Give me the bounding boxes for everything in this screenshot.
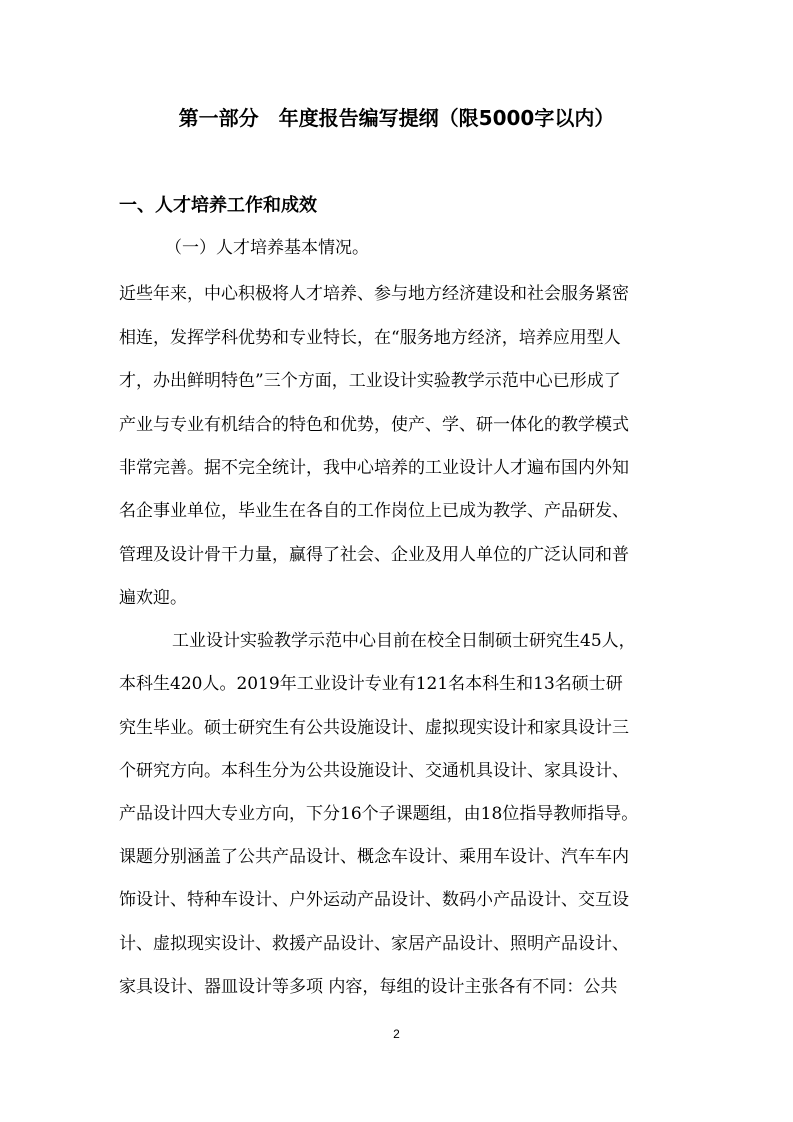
paragraph-line: 遍欢迎。 bbox=[119, 588, 187, 608]
paragraph-line: 究生毕业。硕士研究生有公共设施设计、虚拟现实设计和家具设计三 bbox=[119, 718, 629, 738]
paragraph-line: 非常完善。据不完全统计，我中心培养的工业设计人才遍布国内外知 bbox=[119, 458, 629, 478]
paragraph-line: 产品设计四大专业方向，下分16个子课题组，由18位指导教师指导。 bbox=[119, 804, 639, 824]
paragraph-line: 课题分别涵盖了公共产品设计、概念车设计、乘用车设计、汽车车内 bbox=[119, 847, 629, 867]
page-number: 2 bbox=[393, 1027, 400, 1041]
paragraph-line: 管理及设计骨干力量，赢得了社会、企业及用人单位的广泛认同和普 bbox=[119, 545, 629, 565]
paragraph-line: 个研究方向。本科生分为公共设施设计、交通机具设计、家具设计、 bbox=[119, 761, 629, 781]
paragraph-line: 名企事业单位，毕业生在各自的工作岗位上已成为教学、产品研发、 bbox=[119, 501, 629, 521]
paragraph-line: 产业与专业有机结合的特色和优势，使产、学、研一体化的教学模式 bbox=[119, 415, 629, 435]
paragraph-line: 本科生420人。2019年工业设计专业有121名本科生和13名硕士研 bbox=[119, 674, 623, 694]
paragraph-line: 相连，发挥学科优势和专业特长，在“服务地方经济，培养应用型人 bbox=[119, 328, 621, 348]
paragraph-line: 工业设计实验教学示范中心目前在校全日制硕士研究生45人， bbox=[172, 631, 636, 651]
page-title: 第一部分 年度报告编写提纲（限5000字以内） bbox=[178, 106, 615, 130]
section-heading: 一、人才培养工作和成效 bbox=[119, 195, 317, 216]
paragraph-line: 饰设计、特种车设计、户外运动产品设计、数码小产品设计、交互设 bbox=[119, 890, 629, 910]
paragraph-line: 近些年来，中心积极将人才培养、参与地方经济建设和社会服务紧密 bbox=[119, 284, 629, 304]
paragraph-line: 计、虚拟现实设计、救援产品设计、家居产品设计、照明产品设计、 bbox=[119, 934, 629, 954]
paragraph-line: 家具设计、器皿设计等多项 内容，每组的设计主张各有不同：公共 bbox=[119, 977, 618, 997]
paragraph-line: 才，办出鲜明特色”三个方面，工业设计实验教学示范中心已形成了 bbox=[119, 371, 621, 391]
subsection-heading: （一）人才培养基本情况。 bbox=[165, 238, 369, 258]
